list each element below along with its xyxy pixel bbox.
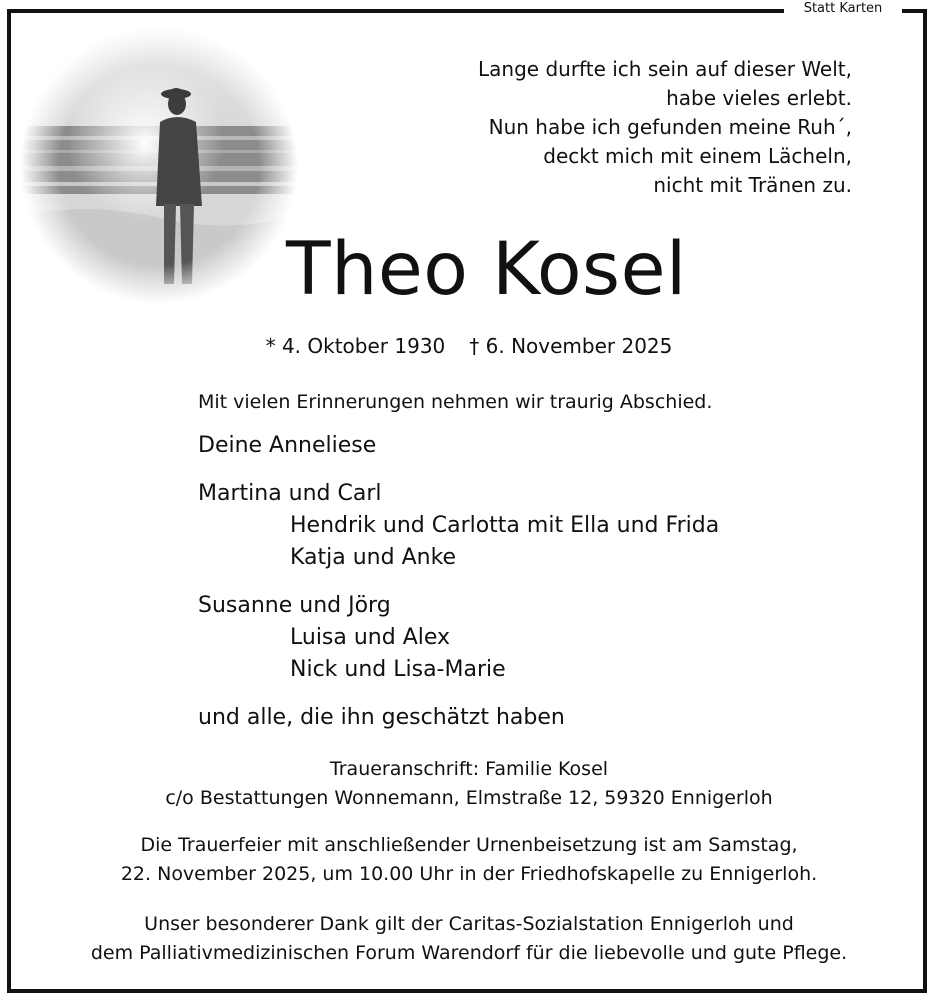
farewell-intro: Mit vielen Erinnerungen nehmen wir traurig Abschied. [198,391,713,413]
death-date: † 6. November 2025 [469,334,673,358]
deceased-name: Theo Kosel [286,227,687,312]
mourner-wife: Deine Anneliese [198,433,377,458]
mourner-parents-1: Martina und Carl [198,481,382,506]
mourner-parents-2: Susanne und Jörg [198,593,391,618]
poem-line: habe vieles erlebt. [666,86,852,110]
poem-line: deckt mich mit einem Lächeln, [543,144,852,168]
mourner-child: Luisa und Alex [290,625,451,650]
address-line: c/o Bestattungen Wonnemann, Elmstraße 12, 59320 Ennigerloh [165,787,773,809]
mourner-others: und alle, die ihn geschätzt haben [198,705,565,730]
poem-line: Lange durfte ich sein auf dieser Welt, [478,57,852,81]
mourner-child: Nick und Lisa-Marie [290,657,506,682]
poem-line: nicht mit Tränen zu. [653,173,852,197]
mourner-child: Katja und Anke [290,545,457,570]
mourner-child: Hendrik und Carlotta mit Ella und Frida [290,513,720,538]
beach-silhouette-photo [20,26,298,304]
thanks-line: Unser besonderer Dank gilt der Caritas-Sozialstation Ennigerloh und [144,913,794,935]
statt-karten-label: Statt Karten [784,0,902,18]
ceremony-line: Die Trauerfeier mit anschließender Urnenbeisetzung ist am Samstag, [140,834,798,856]
life-dates [0,332,938,360]
ceremony-line: 22. November 2025, um 10.00 Uhr in der Friedhofskapelle zu Ennigerloh. [120,863,818,885]
thanks-line: dem Palliativmedizinischen Forum Warendorf für die liebevolle und gute Pflege. [90,942,848,964]
birth-date: * 4. Oktober 1930 [265,334,446,358]
address-line: Traueranschrift: Familie Kosel [329,758,609,780]
poem [478,55,852,200]
poem-line: Nun habe ich gefunden meine Ruh´, [488,115,852,139]
